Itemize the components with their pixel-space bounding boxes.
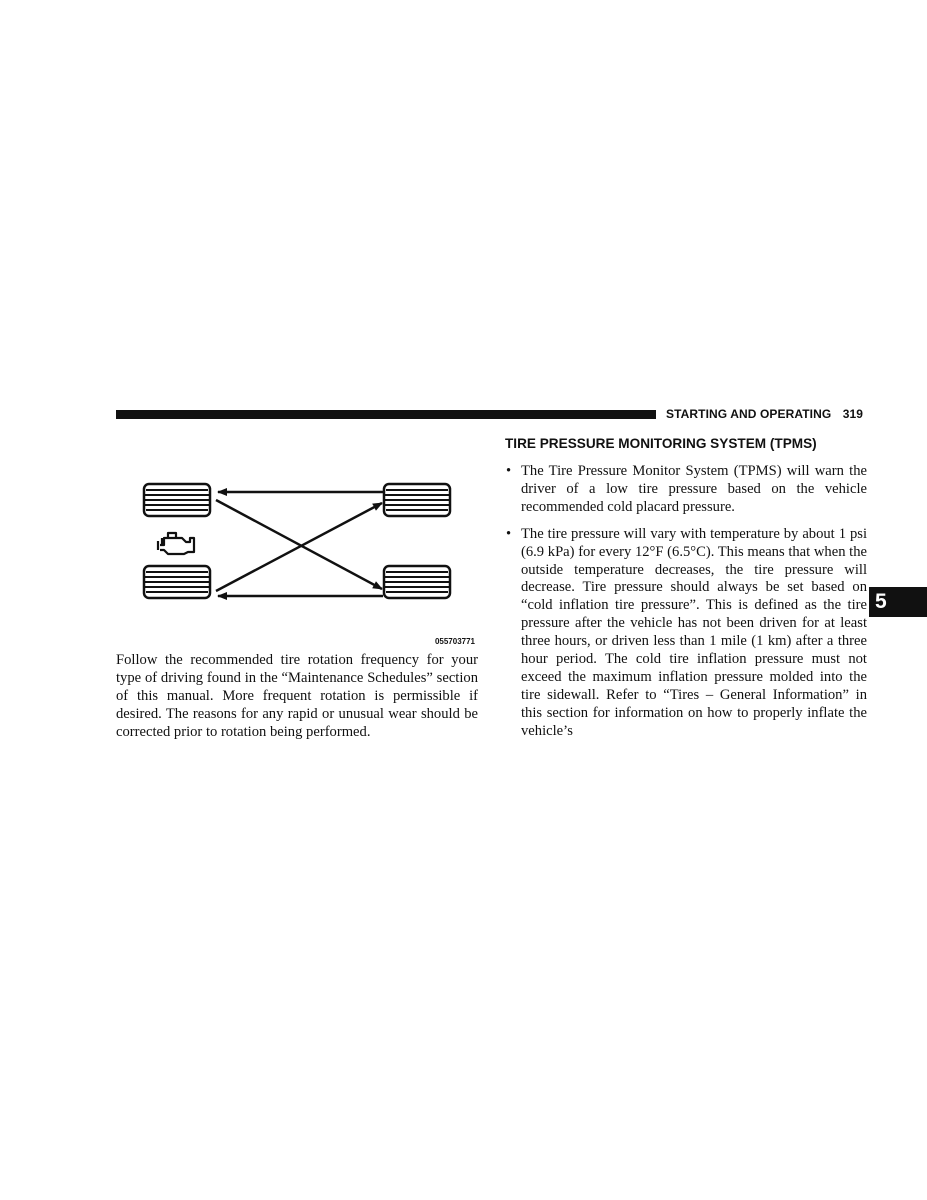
tpms-bullet-list	[505, 463, 867, 741]
header-section-title: STARTING AND OPERATING	[666, 407, 832, 421]
tire-icon-front-left	[144, 484, 210, 516]
page-number: 319	[842, 407, 864, 421]
section-title: TIRE PRESSURE MONITORING SYSTEM (TPMS)	[505, 436, 817, 451]
bullet-icon: •	[506, 525, 512, 542]
arrow-icon-rear-left-to-front-right	[216, 503, 382, 591]
list-item	[505, 463, 867, 517]
chapter-tab	[869, 587, 927, 617]
bullet-text: The tire pressure will vary with temperature by about 1 psi (6.9 kPa) for every 12°F (6.5°C). This means that when the outside temperature decreases, the tire pressure will decrease. Tire pressure should always be set based on “cold inflation tire pressure”. This is defined as the tire pressure after the vehicle has not been driven for at least three hours, or driven less than 1 mile (1 km) after a three hour period. The cold tire inflation pressure must not exceed the maximum inflation pressure molded into the tire sidewall. Refer to “Tires – General Information” in this section for information on how to properly inflate the vehicle’s	[521, 525, 867, 739]
tire-rotation-diagram	[116, 466, 478, 648]
chapter-number: 5	[875, 590, 887, 613]
tire-icon-rear-left	[144, 566, 210, 598]
tire-icon-front-right	[384, 484, 450, 516]
header-rule	[116, 410, 656, 419]
figure-code: 055703771	[434, 637, 475, 646]
tire-rotation-figure	[116, 466, 478, 648]
engine-icon	[158, 533, 194, 554]
tire-icon-rear-right	[384, 566, 450, 598]
bullet-text: The Tire Pressure Monitor System (TPMS) will warn the driver of a low tire pressure based on the vehicle recommended cold placard pressure.	[521, 463, 867, 515]
running-header	[666, 407, 863, 421]
arrow-icon-front-left-to-rear-right	[216, 500, 382, 589]
rotation-paragraph: Follow the recommended tire rotation frequency for your type of driving found in the “Maintenance Schedules” section of this manual. More frequent rotation is permissible if desired. The reasons for any rapid or unusual wear should be corrected prior to rotation being performed.	[116, 652, 478, 740]
list-item	[505, 526, 867, 741]
bullet-icon: •	[506, 463, 512, 479]
